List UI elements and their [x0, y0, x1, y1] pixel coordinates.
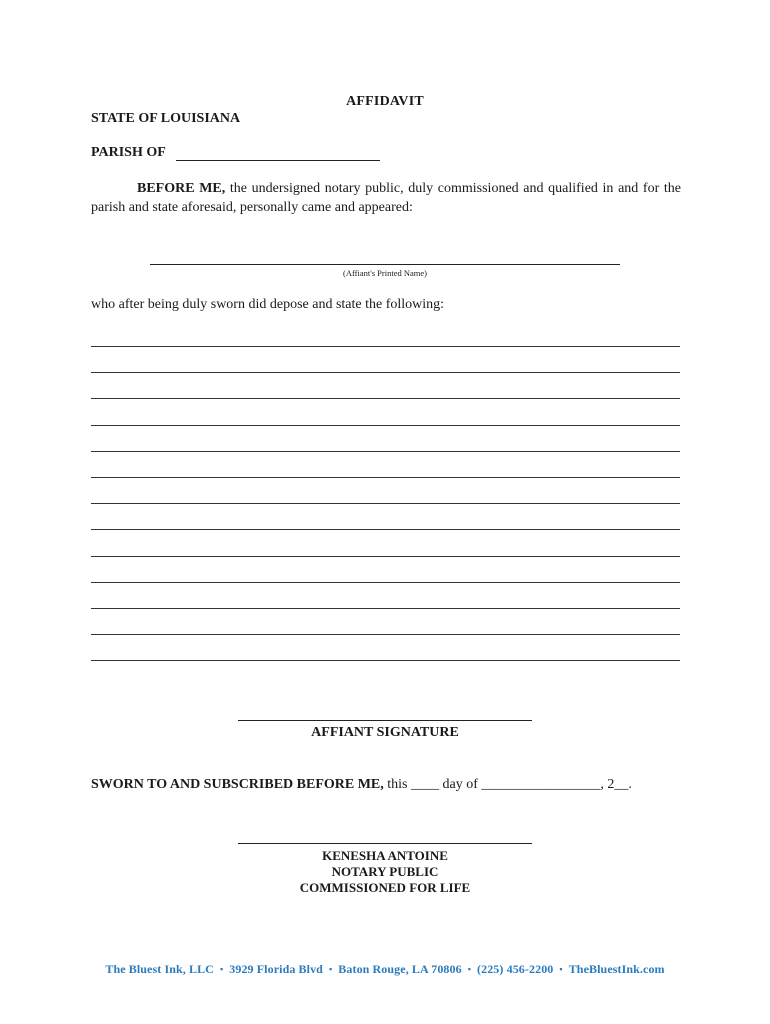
statement-line[interactable] [91, 451, 680, 452]
before-me-text: the undersigned notary public, duly commissioned and qualified in and for the parish and state aforesaid, personally came and appeared: [91, 181, 681, 215]
parish-label: PARISH OF [91, 145, 166, 160]
footer-item: 3929 Florida Blvd [229, 962, 323, 976]
statement-line[interactable] [91, 634, 680, 635]
statement-line[interactable] [91, 503, 680, 504]
statement-line[interactable] [91, 425, 680, 426]
sworn-subscribed-line [91, 777, 632, 793]
state-line: STATE OF LOUISIANA [91, 111, 241, 126]
statement-line[interactable] [91, 346, 680, 347]
notary-block [0, 848, 770, 896]
statement-line[interactable] [91, 398, 680, 399]
subscribed-text: this ____ day of _________________, 2__. [383, 777, 632, 792]
footer-separator-icon: ▪ [467, 964, 472, 974]
subscribed-bold: SWORN TO AND SUBSCRIBED BEFORE ME, [91, 777, 384, 792]
statement-line[interactable] [91, 608, 680, 609]
notary-title: NOTARY PUBLIC [331, 864, 439, 879]
footer-item: (225) 456-2200 [477, 962, 554, 976]
statement-line[interactable] [91, 477, 680, 478]
affiant-signature-label: AFFIANT SIGNATURE [311, 725, 459, 740]
affiant-name-caption: (Affiant's Printed Name) [343, 268, 427, 278]
footer-separator-icon: ▪ [559, 964, 563, 974]
document-title: AFFIDAVIT [346, 94, 424, 109]
statement-line[interactable] [91, 582, 680, 583]
statement-line[interactable] [91, 372, 680, 373]
statement-line[interactable] [91, 556, 680, 557]
footer-item: TheBluestInk.com [568, 962, 665, 976]
footer-contact [0, 962, 770, 977]
sworn-intro: who after being duly sworn did depose and state the following: [91, 297, 445, 312]
notary-commission: COMMISSIONED FOR LIFE [299, 880, 471, 895]
footer-item: The Bluest Ink, LLC [105, 962, 214, 976]
before-me-bold: BEFORE ME, [137, 181, 226, 196]
footer-separator-icon: ▪ [219, 964, 224, 974]
statement-line[interactable] [91, 660, 680, 661]
affiant-signature-line[interactable] [238, 720, 532, 721]
footer-separator-icon: ▪ [328, 964, 333, 974]
notary-name: KENESHA ANTOINE [322, 848, 448, 863]
footer-item: Baton Rouge, LA 70806 [338, 962, 462, 976]
statement-line[interactable] [91, 529, 680, 530]
notary-signature-line[interactable] [238, 843, 532, 844]
